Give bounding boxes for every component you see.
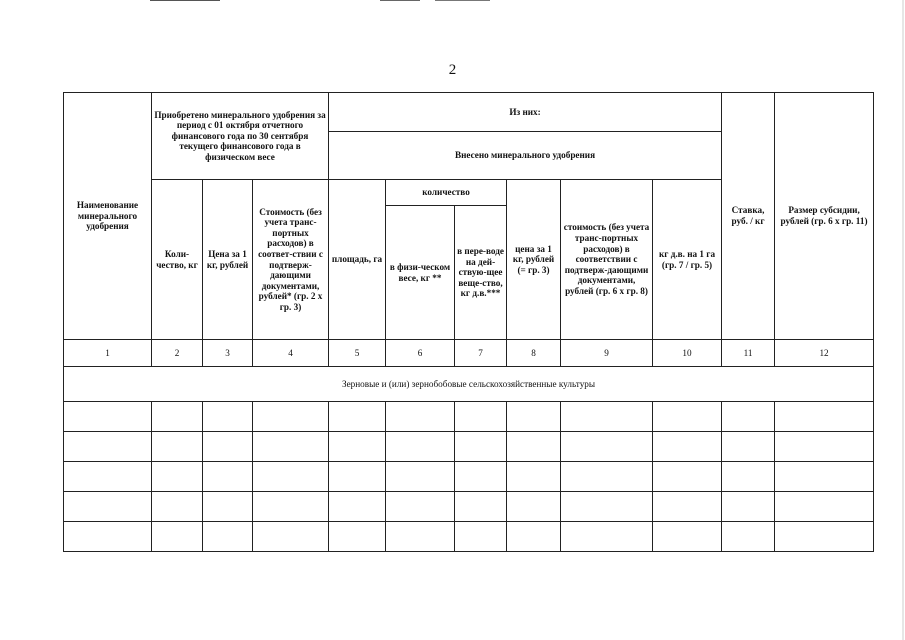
- table-row: [64, 462, 874, 492]
- header-name: Наименование минерального удобрения: [64, 93, 152, 340]
- column-number: 9: [561, 340, 653, 367]
- table-cell[interactable]: [203, 492, 253, 522]
- header-col5: площадь, га: [329, 180, 386, 340]
- section-row: [64, 367, 874, 402]
- scan-edge-mark: [380, 0, 420, 1]
- table-cell[interactable]: [386, 462, 455, 492]
- table-cell[interactable]: [507, 462, 561, 492]
- table-cell[interactable]: [653, 522, 722, 552]
- header-col10: кг д.в. на 1 га (гр. 7 / гр. 5): [653, 180, 722, 340]
- scan-right-edge: [902, 0, 904, 640]
- header-of-them: Из них:: [329, 93, 722, 132]
- table-cell[interactable]: [253, 522, 329, 552]
- column-number: 4: [253, 340, 329, 367]
- section-title: Зерновые и (или) зернобобовые сельскохозяйственные культуры: [64, 367, 874, 402]
- table-cell[interactable]: [152, 492, 203, 522]
- table-cell[interactable]: [64, 522, 152, 552]
- table-cell[interactable]: [203, 432, 253, 462]
- table-cell[interactable]: [253, 402, 329, 432]
- table-cell[interactable]: [329, 522, 386, 552]
- table-cell[interactable]: [329, 492, 386, 522]
- table-cell[interactable]: [507, 522, 561, 552]
- table-cell[interactable]: [455, 462, 507, 492]
- table-cell[interactable]: [152, 522, 203, 552]
- table-cell[interactable]: [203, 522, 253, 552]
- table-cell[interactable]: [653, 492, 722, 522]
- header-purchased: Приобретено минерального удобрения за период с 01 октября отчетного финансового года по 30 сентября текущего финансового года в физическом весе: [152, 93, 329, 180]
- header-subsidy: Размер субсидии, рублей (гр. 6 х гр. 11): [775, 93, 874, 340]
- header-col4: Стоимость (без учета транс-портных расходов) в соответ-ствии с подтверж-дающими документами, рублей* (гр. 2 х гр. 3): [253, 180, 329, 340]
- table-row: [64, 402, 874, 432]
- header-col3: Цена за 1 кг, рублей: [203, 180, 253, 340]
- column-number: 6: [386, 340, 455, 367]
- table-cell[interactable]: [775, 432, 874, 462]
- column-number: 12: [775, 340, 874, 367]
- table-row: [64, 492, 874, 522]
- column-number: 5: [329, 340, 386, 367]
- table-cell[interactable]: [775, 402, 874, 432]
- table-cell[interactable]: [253, 462, 329, 492]
- column-number: 11: [722, 340, 775, 367]
- table-cell[interactable]: [507, 402, 561, 432]
- table-cell[interactable]: [329, 402, 386, 432]
- table-cell[interactable]: [722, 492, 775, 522]
- table-cell[interactable]: [455, 492, 507, 522]
- table-cell[interactable]: [455, 432, 507, 462]
- table-cell[interactable]: [561, 402, 653, 432]
- table-cell[interactable]: [653, 432, 722, 462]
- table-cell[interactable]: [722, 432, 775, 462]
- table-cell[interactable]: [775, 462, 874, 492]
- table-cell[interactable]: [507, 492, 561, 522]
- table-row: [64, 522, 874, 552]
- subsidy-form-table: [63, 92, 874, 552]
- table-cell[interactable]: [152, 432, 203, 462]
- table-cell[interactable]: [722, 462, 775, 492]
- table-row: [64, 432, 874, 462]
- table-cell[interactable]: [561, 462, 653, 492]
- table-cell[interactable]: [386, 432, 455, 462]
- table-cell[interactable]: [253, 492, 329, 522]
- header-applied: Внесено минерального удобрения: [329, 132, 722, 180]
- table-cell[interactable]: [455, 402, 507, 432]
- scan-edge-mark: [150, 0, 220, 1]
- table-cell[interactable]: [329, 462, 386, 492]
- column-number-row: [64, 340, 874, 367]
- header-quantity-group: количество: [386, 180, 507, 206]
- table-cell[interactable]: [775, 492, 874, 522]
- table-cell[interactable]: [152, 402, 203, 432]
- table-cell[interactable]: [722, 522, 775, 552]
- column-number: 10: [653, 340, 722, 367]
- table-cell[interactable]: [722, 402, 775, 432]
- table-cell[interactable]: [775, 522, 874, 552]
- table-cell[interactable]: [386, 522, 455, 552]
- table-cell[interactable]: [329, 432, 386, 462]
- table-cell[interactable]: [386, 402, 455, 432]
- table-cell[interactable]: [561, 492, 653, 522]
- table-cell[interactable]: [653, 462, 722, 492]
- scan-edge-mark: [435, 0, 490, 1]
- column-number: 8: [507, 340, 561, 367]
- header-rate: Ставка, руб. / кг: [722, 93, 775, 340]
- header-col9: стоимость (без учета транс-портных расходов) в соответствии с подтверж-дающими документами, рублей (гр. 6 х гр. 8): [561, 180, 653, 340]
- table-cell[interactable]: [64, 432, 152, 462]
- table-cell[interactable]: [152, 462, 203, 492]
- column-number: 1: [64, 340, 152, 367]
- table-cell[interactable]: [507, 432, 561, 462]
- table-cell[interactable]: [64, 402, 152, 432]
- header-col7: в пере-воде на дей-ствую-щее веще-ство, кг д.в.***: [455, 206, 507, 340]
- table-cell[interactable]: [455, 522, 507, 552]
- header-col8: цена за 1 кг, рублей (= гр. 3): [507, 180, 561, 340]
- table-cell[interactable]: [561, 522, 653, 552]
- table-cell[interactable]: [64, 462, 152, 492]
- column-number: 3: [203, 340, 253, 367]
- header-col2: Коли-чество, кг: [152, 180, 203, 340]
- table-cell[interactable]: [64, 492, 152, 522]
- table-cell[interactable]: [386, 492, 455, 522]
- header-col6: в физи-ческом весе, кг **: [386, 206, 455, 340]
- column-number: 7: [455, 340, 507, 367]
- table-cell[interactable]: [253, 432, 329, 462]
- table-cell[interactable]: [203, 402, 253, 432]
- table-cell[interactable]: [653, 402, 722, 432]
- table-cell[interactable]: [203, 462, 253, 492]
- table-cell[interactable]: [561, 432, 653, 462]
- column-number: 2: [152, 340, 203, 367]
- page-number: 2: [448, 62, 457, 78]
